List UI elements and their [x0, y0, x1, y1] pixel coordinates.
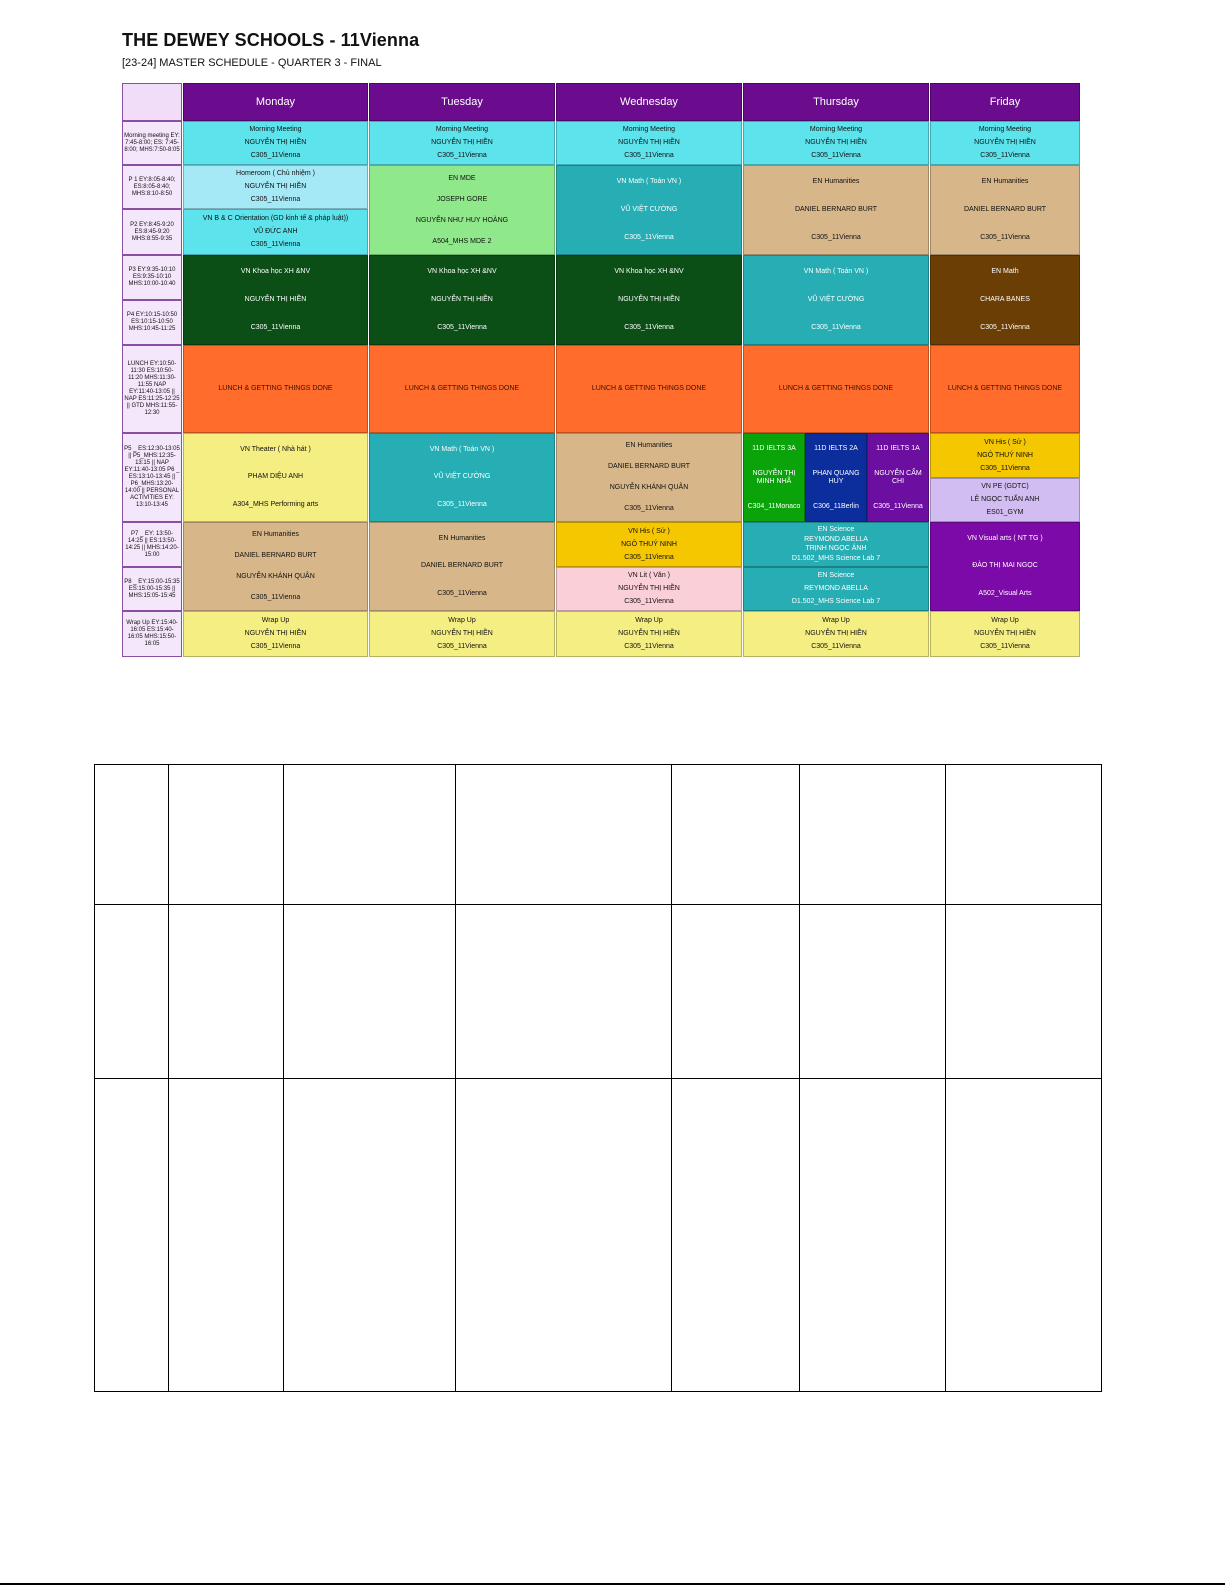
time-slot: Morning meeting EY: 7:45-8:00; ES: 7:45-8:00; MHS:7:50-8:05: [122, 121, 182, 165]
time-slot: P4 EY:10:15-10:50 ES:10:15-10:50 MHS:10:45-11:25: [122, 300, 182, 345]
cell-line: NGUYỄN THỊ MINH NHÃ: [752, 469, 796, 485]
cell-line: VN Khoa học XH &NV: [240, 268, 311, 275]
cell-line: REYMOND ABELLA: [804, 584, 868, 592]
cell-line: NGUYỄN THỊ HIỀN: [618, 296, 680, 303]
cell-line: VN His ( Sử ): [628, 527, 670, 535]
class-cell: [369, 611, 555, 657]
cell-line: C305_11Vienna: [624, 504, 674, 512]
cell-line: C305_11Vienna: [980, 151, 1030, 159]
cell-line: VŨ VIỆT CƯỜNG: [433, 473, 491, 481]
class-cell: [556, 522, 742, 567]
cell-line: NGUYỄN THỊ HIỀN: [431, 629, 493, 637]
cell-line: EN Humanities: [252, 531, 299, 539]
cell-line: NGUYỄN THỊ HIỀN: [618, 138, 680, 146]
table-cell: [169, 1079, 284, 1392]
cell-line: Morning Meeting: [435, 126, 489, 134]
empty-table: [94, 764, 1102, 1392]
table-cell: [95, 905, 169, 1079]
cell-line: C305_11Vienna: [811, 643, 861, 651]
cell-line: D1.502_MHS Science Lab 7: [791, 597, 881, 605]
cell-line: C305_11Vienna: [437, 590, 487, 598]
cell-line: ES01_GYM: [986, 508, 1024, 516]
schedule-image: [122, 83, 1078, 658]
cell-line: C305_11Vienna: [980, 643, 1030, 651]
class-cell: [867, 433, 929, 522]
cell-line: VN B & C Orientation (GD kinh tế & pháp luật)): [202, 214, 349, 222]
day-header: Wednesday: [556, 83, 742, 121]
cell-line: Wrap Up: [448, 616, 476, 624]
cell-line: NGUYỄN THỊ HIỀN: [431, 138, 493, 146]
cell-line: C305_11Vienna: [624, 234, 674, 241]
class-cell: [743, 522, 929, 567]
cell-line: VŨ ĐỨC ANH: [253, 227, 298, 235]
class-cell: [930, 522, 1080, 611]
cell-line: C305_11Vienna: [624, 643, 674, 651]
cell-line: NGUYỄN KHÁNH QUÂN: [609, 483, 689, 491]
cell-line: LÊ NGỌC TUẤN ANH: [970, 495, 1040, 503]
cell-line: C305_11Vienna: [250, 593, 301, 601]
cell-line: LUNCH & GETTING THINGS DONE: [404, 385, 520, 392]
cell-line: NGUYỄN NHƯ HUY HOÀNG: [415, 216, 509, 224]
cell-line: 11D IELTS 3A: [752, 444, 796, 452]
class-cell: [930, 611, 1080, 657]
cell-line: VN Visual arts ( NT TG ): [967, 534, 1043, 542]
cell-line: C305_11Vienna: [980, 464, 1030, 472]
table-cell: [284, 905, 456, 1079]
cell-line: 11D IELTS 2A: [814, 444, 858, 452]
cell-line: Wrap Up: [261, 616, 290, 624]
cell-line: NGUYỄN CẨM CHI: [874, 469, 922, 485]
class-cell: [183, 165, 368, 209]
cell-line: C305_11Vienna: [250, 195, 301, 203]
cell-line: NGUYỄN THỊ HIỀN: [431, 296, 493, 303]
table-cell: [672, 905, 800, 1079]
cell-line: REYMOND ABELLA: [804, 535, 868, 543]
table-cell: [672, 765, 800, 905]
cell-line: JOSEPH GORE: [436, 195, 488, 203]
class-cell: [183, 255, 368, 345]
day-header: Friday: [930, 83, 1080, 121]
cell-line: NGUYỄN THỊ HIỀN: [244, 138, 307, 146]
cell-line: C305_11Vienna: [250, 241, 301, 249]
cell-line: VN Math ( Toán VN ): [429, 445, 495, 453]
day-header: Thursday: [743, 83, 929, 121]
class-cell: [743, 567, 929, 611]
class-cell: [556, 255, 742, 345]
class-cell: [369, 255, 555, 345]
table-cell: [946, 905, 1102, 1079]
class-cell: [183, 433, 368, 522]
cell-line: C305_11Vienna: [811, 151, 861, 159]
class-cell: [183, 611, 368, 657]
class-cell: [930, 121, 1080, 165]
class-cell: [183, 345, 368, 433]
cell-line: 11D IELTS 1A: [876, 444, 920, 452]
cell-line: C305_11Vienna: [250, 151, 301, 159]
class-cell: [369, 345, 555, 433]
cell-line: C305_11Vienna: [811, 324, 861, 331]
cell-line: Morning Meeting: [809, 126, 863, 134]
cell-line: A502_Visual Arts: [978, 590, 1032, 598]
time-slot: P2 EY:8:45-9:20 ES:8:45-9:20 MHS:8:55-9:35: [122, 209, 182, 255]
cell-line: DANIEL BERNARD BURT: [794, 206, 878, 213]
table-cell: [800, 765, 946, 905]
cell-line: NGUYỄN THỊ HIỀN: [974, 138, 1036, 146]
cell-line: EN Humanities: [438, 534, 486, 542]
cell-line: EN Humanities: [812, 178, 860, 185]
class-cell: [930, 255, 1080, 345]
cell-line: DANIEL BERNARD BURT: [420, 562, 504, 570]
cell-line: DANIEL BERNARD BURT: [963, 206, 1047, 213]
cell-line: C305_11Vienna: [624, 151, 674, 159]
class-cell: [930, 478, 1080, 522]
cell-line: Wrap Up: [991, 616, 1019, 624]
cell-line: C305_11Vienna: [250, 324, 301, 331]
class-cell: [556, 121, 742, 165]
cell-line: C305_11Vienna: [437, 324, 487, 331]
class-cell: [183, 522, 368, 611]
cell-line: EN Humanities: [625, 442, 673, 450]
cell-line: C305_11Vienna: [624, 553, 674, 561]
cell-line: C305_11Vienna: [250, 643, 301, 651]
class-cell: [369, 121, 555, 165]
cell-line: NGÔ THUÝ NINH: [621, 540, 677, 548]
class-cell: [930, 165, 1080, 255]
cell-line: Morning Meeting: [978, 126, 1032, 134]
cell-line: NGUYỄN KHÁNH QUÂN: [236, 572, 315, 580]
class-cell: [369, 165, 555, 255]
cell-line: DANIEL BERNARD BURT: [607, 463, 691, 471]
cell-line: VN Theater ( Nhà hát ): [240, 445, 311, 453]
cell-line: NGUYỄN THỊ HIỀN: [618, 629, 680, 637]
cell-line: VN Lit ( Văn ): [627, 572, 670, 580]
table-cell: [456, 765, 672, 905]
class-cell: [743, 611, 929, 657]
class-cell: [556, 567, 742, 611]
cell-line: NGUYỄN THỊ HIỀN: [974, 629, 1036, 637]
class-cell: [930, 433, 1080, 478]
cell-line: LUNCH & GETTING THINGS DONE: [947, 385, 1063, 392]
class-cell: [805, 433, 867, 522]
cell-line: NGUYỄN THỊ HIỀN: [805, 138, 867, 146]
cell-line: C305_11Vienna: [811, 234, 861, 241]
class-cell: [556, 165, 742, 255]
class-cell: [743, 345, 929, 433]
class-cell: [743, 121, 929, 165]
cell-line: PHAN QUANG HUY: [812, 469, 860, 485]
cell-line: C304_11Monaco: [747, 502, 801, 510]
cell-line: TRỊNH NGỌC ÁNH: [805, 545, 867, 553]
cell-line: EN MDE: [448, 174, 476, 182]
cell-line: Morning Meeting: [249, 126, 302, 134]
cell-line: DANIEL BERNARD BURT: [234, 552, 317, 560]
cell-line: NGÔ THUÝ NINH: [977, 451, 1033, 459]
page-title: THE DEWEY SCHOOLS - 11Vienna: [122, 30, 420, 50]
table-cell: [95, 765, 169, 905]
table-cell: [456, 905, 672, 1079]
cell-line: VŨ VIỆT CƯỜNG: [620, 206, 678, 213]
cell-line: NGUYỄN THỊ HIỀN: [805, 629, 867, 637]
cell-line: D1.502_MHS Science Lab 7: [791, 555, 881, 563]
table-cell: [284, 1079, 456, 1392]
time-slot: P 1 EY:8:05-8:40; ES:8:05-8:40; MHS:8:10-8:50: [122, 165, 182, 209]
cell-line: VN Khoa học XH &NV: [614, 268, 684, 275]
table-cell: [284, 765, 456, 905]
class-cell: [743, 165, 929, 255]
cell-line: C305_11Vienna: [437, 643, 487, 651]
cell-line: NGUYỄN THỊ HIỀN: [244, 182, 307, 190]
class-cell: [743, 433, 805, 522]
class-cell: [556, 433, 742, 522]
cell-line: Homeroom ( Chủ nhiệm ): [236, 170, 315, 178]
page-subtitle: [23-24] MASTER SCHEDULE - QUARTER 3 - FINAL: [122, 57, 382, 69]
class-cell: [556, 345, 742, 433]
cell-line: C305_11Vienna: [624, 597, 674, 605]
table-cell: [800, 1079, 946, 1392]
table-cell: [800, 905, 946, 1079]
table-cell: [946, 1079, 1102, 1392]
class-cell: [183, 209, 368, 255]
cell-line: A504_MHS MDE 2: [432, 237, 492, 245]
time-slot: P7 _ EY: 13:50-14:25 || ES:13:50-14:25 || MHS:14:20-15:00: [122, 522, 182, 567]
cell-line: CHARA BANES: [980, 296, 1030, 303]
cell-line: C305_11Vienna: [873, 502, 923, 510]
cell-line: ĐÀO THỊ MAI NGỌC: [972, 562, 1038, 570]
cell-line: LUNCH & GETTING THINGS DONE: [218, 385, 333, 392]
cell-line: C305_11Vienna: [437, 151, 487, 159]
cell-line: A304_MHS Performing arts: [232, 501, 319, 509]
time-slot: P8 _ EY:15:00-15:35 ES:15:00-15:35 || MHS:15:05-15:45: [122, 567, 182, 611]
time-slot: P5 _ ES:12:30-13:05 || P5_MHS:12:35-13:15 || NAP EY:11:40-13:05 P6 _ ES:13:10-13:45 || P6_MHS:13:20-14:00 || PERSONAL ACTIVITIES EY: 13:10-13:45: [122, 433, 182, 522]
cell-line: VN Math ( Toán VN ): [803, 268, 869, 275]
cell-line: LUNCH & GETTING THINGS DONE: [591, 385, 707, 392]
cell-line: VN His ( Sử ): [984, 438, 1026, 446]
cell-line: PHẠM DIỆU ANH: [247, 473, 304, 481]
cell-line: VN PE (GDTC): [981, 483, 1029, 491]
day-header: Tuesday: [369, 83, 555, 121]
class-cell: [556, 611, 742, 657]
corner-cell: [122, 83, 182, 121]
table-cell: [946, 765, 1102, 905]
table-cell: [169, 765, 284, 905]
cell-line: Morning Meeting: [622, 126, 676, 134]
cell-line: VŨ VIỆT CƯỜNG: [807, 296, 865, 303]
time-slot: P3 EY:9:35-10:10 ES:9:35-10:10 MHS:10:00-10:40: [122, 255, 182, 300]
cell-line: EN Math: [991, 268, 1019, 275]
class-cell: [930, 345, 1080, 433]
class-cell: [743, 255, 929, 345]
cell-line: EN Humanities: [981, 178, 1029, 185]
cell-line: EN Science: [817, 525, 855, 533]
cell-line: VN Khoa học XH &NV: [427, 268, 497, 275]
time-slot: Wrap Up EY:15:40-16:05 ES:15:40-16:05 MHS:15:50-16:05: [122, 611, 182, 657]
cell-line: LUNCH & GETTING THINGS DONE: [778, 385, 894, 392]
cell-line: C305_11Vienna: [437, 501, 487, 509]
time-slot: LUNCH EY:10:50-11:30 ES:10:50-11:20 MHS:11:30-11:55 NAP EY:11:40-13:05 || NAP ES:11:25-12:25 || GTD MHS:11:55-12:30: [122, 345, 182, 433]
class-cell: [369, 522, 555, 611]
table-cell: [95, 1079, 169, 1392]
cell-line: C305_11Vienna: [624, 324, 674, 331]
cell-line: C305_11Vienna: [980, 234, 1030, 241]
cell-line: NGUYỄN THỊ HIỀN: [244, 629, 307, 637]
cell-line: Wrap Up: [822, 616, 850, 624]
cell-line: NGUYỄN THỊ HIỀN: [244, 296, 307, 303]
cell-line: C305_11Vienna: [980, 324, 1030, 331]
cell-line: EN Science: [817, 572, 855, 580]
class-cell: [369, 433, 555, 522]
class-cell: [183, 121, 368, 165]
cell-line: NGUYỄN THỊ HIỀN: [618, 584, 680, 592]
cell-line: Wrap Up: [635, 616, 663, 624]
cell-line: C306_11Berlin: [813, 502, 859, 510]
day-header: Monday: [183, 83, 368, 121]
cell-line: VN Math ( Toán VN ): [616, 178, 682, 185]
table-cell: [672, 1079, 800, 1392]
table-cell: [169, 905, 284, 1079]
table-cell: [456, 1079, 672, 1392]
